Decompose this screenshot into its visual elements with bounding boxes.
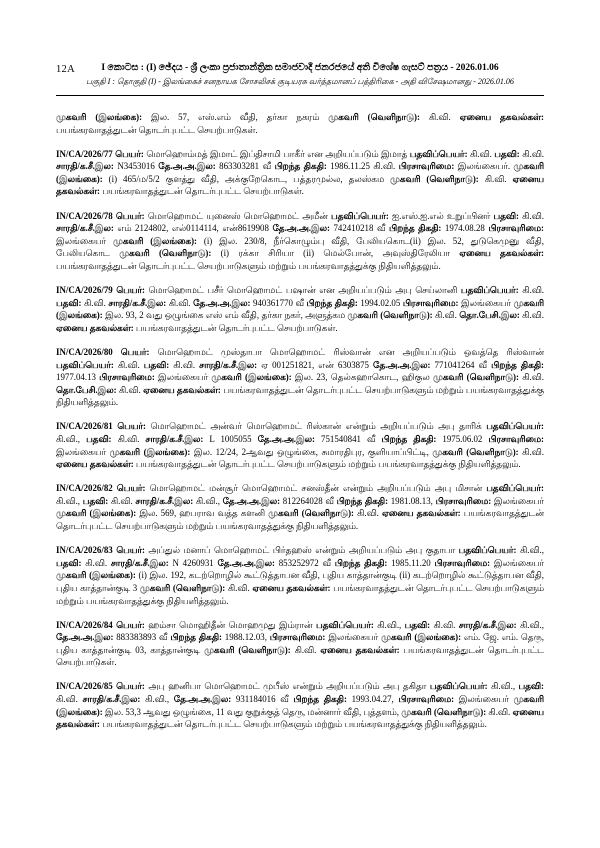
field-value: 853252972 வீ [274,557,335,568]
field-label: பதவி: [143,359,170,370]
field-label: முகவரி (இலங்கை): [211,372,292,383]
field-label: தே.அ.அ.இல: [217,557,275,568]
field-value: கி.வி. [519,310,544,321]
field-label: பதவி: [518,681,544,692]
field-label: தே.அ.அ.இல: [173,694,232,705]
field-value: 940361770 வீ [250,297,307,308]
field-value: 1975.06.02 [436,433,489,444]
field-value: எம் 2124802, எல்0114114, என்8619908 [113,223,273,234]
field-value: கி.வி. [518,446,544,457]
field-label: பதவிப்பெயர்: [486,483,545,494]
field-value: 812264028 வீ [280,495,337,506]
field-value: 1981.08.13, [388,495,436,506]
field-value: கி.வி. [467,148,495,159]
field-value: கி.வி. [81,557,111,568]
field-value: கி.வி. [81,297,109,308]
field-value: மொஹொம்மத் இமாட் இப்திசாமி பாகீர் என அறியப்படும் இமாத் [143,148,410,159]
field-label: பிறந்த திகதி: [274,161,327,172]
field-label: சாரதி/க.சீ.இல: [110,557,169,568]
field-value: 1985.11.20 [387,557,435,568]
field-value: கி.வி. [108,495,136,506]
field-label: பிறந்த திகதி: [336,495,389,506]
field-label: ஏனைய தகவல்கள்: [320,644,400,655]
field-label: பதவி: [56,297,82,308]
field-label: தொ.பேசி.இல: [56,384,117,395]
field-label: பிரசாவுரிமை: [488,223,544,234]
header-rule [56,95,544,96]
field-label: ஏனைய தகவல்கள்: [252,582,331,593]
field-label: முகவரி (வெளிநாடு): [328,112,420,122]
field-value: எம். ஜே. எம். தெரு, புதிய காத்தான்குடி 03, காத்தான்குடி [56,632,544,655]
field-label: பதவிப்பெயர்: [460,285,519,296]
field-value: 883383893 வீ [113,632,171,643]
field-label: முகவரி (வெளிநாடு): [119,248,212,259]
field-label: பிரசாவுரிமை: [402,297,459,308]
field-value: மொஹொமட் பசீர் மொஹொமட் பஷான் என அறியப்படும் அபு செய்லானி [144,285,461,296]
field-value: மொஹொமட் யுனைஸ் மொஹொமட் அமீன் [144,210,332,221]
field-value: கி.வி., [516,619,544,630]
field-label: IN/CA/2026/78 பெயர்: [56,210,145,221]
field-value: 1993.04.27, [346,694,399,705]
field-value: L 1005055 [203,433,258,444]
field-label: ஏனைய தகவல்கள்: [56,706,545,730]
field-value: பயங்கரவாதத்துடன் தொடர்புபட்ட செயற்பாடுகள். [56,124,258,135]
field-label: பிறந்த திகதி: [170,632,222,643]
field-value: 1988.12.03, [221,632,270,643]
field-value: கி.வி. [116,384,144,395]
field-value: பயங்கரவாதத்துடன் தொடர்புபட்ட செயற்பாடுகளும் மற்றும் பயங்கரவாதத்துக்கு நிதியளித்தலும். [56,508,545,532]
field-label: பிரசாவுரிமை: [434,557,491,568]
field-label: பதவிப்பெயர்: [486,421,544,432]
record-paragraph [56,619,544,669]
field-value: கி.வி. [113,359,144,370]
field-value: 742410218 வீ [329,223,389,234]
header-tamil-title: பகுதி I : தொகுதி (I) - இலங்கைச் சனநாயக சோசலிசக் குடியரசு வர்த்தமானப் பத்திரிகை - அதி விசேஷமானது - 2026.01.06 [86,77,514,86]
field-value: இலங்கையர். [454,161,514,172]
field-value: கி.வி., [56,433,87,444]
field-label: பிறந்த திகதி: [306,297,358,308]
record-paragraph [56,148,544,198]
field-label: தே.அ.அ.இல: [222,495,281,506]
field-label: பதவி: [56,557,82,568]
field-label: பதவி: [86,433,112,444]
record-paragraph [56,210,544,273]
field-value: கி.வி., [140,694,174,705]
field-label: பதவிப்பெயர்: [331,210,389,221]
field-label: முகவரி (வெளிநாடு): [401,706,487,717]
field-label: தே.அ.அ.இல: [257,433,315,444]
field-value: கி.வி. [290,644,321,655]
field-label: IN/CA/2026/83 பெயர்: [56,545,145,556]
field-value: கி.வி. [166,297,194,308]
record-paragraph [56,482,544,532]
records-container [56,111,544,731]
field-label: பதவிப்பெயர்: [409,148,468,159]
field-value: 1986.11.25 கி.வி. [326,161,399,172]
field-value: 1974.08.28 [441,223,489,234]
field-value: அபு ஹனிபா மொஹொமட் முபீஸ் என்றும் அறியப்படும் அபு தகிதா [144,681,430,692]
field-label: முகவரி (இலங்கை): [56,112,143,122]
field-label: முகவரி (இலங்கை): [56,508,137,519]
field-value: 1977.04.13 [56,372,100,383]
field-label: IN/CA/2026/84 பெயர்: [56,619,145,630]
field-value: கி.வி. [432,310,460,321]
field-label: பதவி: [493,210,519,221]
field-value: (i) இல. 192, கடற்றொழில் கூட்டுத்தாபன வீதி, புதிய காத்தான்குடி (ii) கடற்றொழில் கூட்டுத்தாபன வீதி, புதிய காத்தான்குடி 3 [56,570,544,593]
field-value: கி.வி. [225,582,253,593]
field-value: இல. 23, தெல்கஹாகொட, ஹிகுல [291,372,433,383]
field-value: 863303281 வீ [215,161,275,172]
field-value: பயங்கரவாதத்துடன் தொடர்புபட்ட செயற்பாடுகளும் மற்றும் பயங்கரவாதத்துக்கு நிதியளித்தலும். [56,582,544,606]
field-label: முகவரி (இலங்கை): [56,694,544,717]
field-value: கி.வி., [487,681,519,692]
field-value: கி.வி. [519,148,545,159]
field-label: சாரதி/க.சீ.இல: [145,433,204,444]
field-label: சாரதி/க.சீ.இல: [458,619,517,630]
field-label: ஏனைய தகவல்கள்: [143,384,221,395]
field-label: தே.அ.அ.இல: [193,297,251,308]
field-value: ஏ 001251821, என் 6303875 [257,359,374,370]
field-value: மொஹொமட் முஸ்தாபா மொஹொமட் ரிஸ்வான் என அறியப்படும் ஒவத்தெ ரிஸ்வான் [149,346,544,357]
field-value: இல. 53,3 ஆவது ஒழுங்கை, 11 வது குறுக்குத் தெரு, மன்னார் வீதி, புத்தளம், [102,706,402,717]
field-label: பதவி: [404,619,431,630]
field-label: IN/CA/2026/81 பெயர்: [56,421,146,432]
field-value: பயங்கரவாதத்துடன் தொடர்புபட்ட செயற்பாடுகளும் மற்றும் பயங்கரவாதத்துக்கு நிதியளித்தலும். [133,459,521,470]
field-label: முகவரி (வெளிநாடு): [390,173,479,184]
field-value: பயங்கரவாதத்துடன் தொடர்புபட்ட செயற்பாடுகள். [99,186,304,197]
field-value: இலங்கையர் [56,235,113,246]
field-label: முகவரி (இலங்கை): [109,446,191,457]
field-value: (i) 465/ம/5/2 குளத்து வீதி, அக்குறேகொட, பத்தரமுல்ல, தலஸ்கம [102,173,391,184]
field-value: பயங்கரவாதத்துடன் தொடர்புபட்ட செயற்பாடுகளும் மற்றும் பயங்கரவாதத்துக்கு நிதியளித்தலும். [99,719,487,730]
field-label: ஏனைய தகவல்கள்: [56,459,134,470]
field-value: கி.வி. [430,619,459,630]
field-label: ஏனைய தகவல்கள்: [382,508,461,519]
field-label: தே.அ.அ.இல: [158,161,216,172]
field-value: 931184016 வீ [231,694,294,705]
field-label: பிரசாவுரிமை: [269,632,326,643]
field-label: முகவரி (வெளிநாடு): [204,644,291,655]
field-label: பதவிப்பெயர்: [458,545,517,556]
field-value: கி.வி. [169,359,200,370]
record-paragraph [56,680,544,730]
field-value: N 4260931 [168,557,218,568]
field-label: தே.அ.அ.இல: [272,223,330,234]
header-sinhala-title: I කොටස : (I) ඡේදය - ශ්‍රී ලංකා ප්‍රජාතාන්ත්‍රික සමාජවාදී ජනරජයේ අති විශේෂ ගැසට් පත්‍රය - 2026.01.06 [101,63,499,73]
field-value: இல. 12/24, 2ஆவது ஒழுங்கை, சுமாரதிபுர, குளியாப்பிட்டி, [190,446,433,457]
field-label: பிறந்த திகதி: [334,557,388,568]
field-value: கி.வி. [111,433,146,444]
field-label: ஏனைய தகவல்கள்: [459,112,544,122]
field-value: இல. 93, 2 வது ஒழுங்கை எஸ் எம் வீதி, தர்கா நகர், அளுத்கம [102,310,348,321]
field-label: பதவிப்பெயர்: [429,681,488,692]
field-label: IN/CA/2026/82 பெயர்: [56,483,146,494]
field-label: முகவரி (இலங்கை): [56,570,136,581]
field-value: பயங்கரவாதத்துடன் தொடர்புபட்ட செயற்பாடுகள். [133,322,338,333]
field-label: பிறந்த திகதி: [491,359,544,370]
field-value: ஹம்சா மொஹிதீன் மொஹமுது இம்ரான் [144,619,317,630]
field-label: IN/CA/2026/77 பெயர்: [56,148,144,159]
field-label: முகவரி (இலங்கை): [381,632,462,643]
field-label: பிறந்த திகதி: [389,223,442,234]
field-value: இலங்கையர் [490,557,544,568]
field-value: கி.வி., [193,495,223,506]
field-label: முகவரி (வெளிநாடு): [139,582,226,593]
record-paragraph [56,284,544,334]
field-label: முகவரி (வெளிநாடு): [432,446,519,457]
field-value: கி.வி., [56,495,83,506]
field-value: பயங்கரவாதத்துடன் தொடர்புபட்ட செயற்பாடுகளும் மற்றும் பயங்கரவாதத்துக்கு நிதியளித்தலும். [56,384,545,408]
field-value: கி.வி. [518,372,545,383]
field-label: சாரதி/க.சீ.இல: [56,223,114,234]
field-value: கி.வி. [419,112,460,122]
field-label: தே.அ.அ.இல: [56,632,114,643]
field-label: முகவரி (வெளிநாடு): [347,310,433,321]
field-value: கி.வி. [478,173,513,184]
field-label: பிரசாவுரிமை: [398,161,455,172]
field-label: முகவரி (இலங்கை): [112,235,197,246]
page-number: 12A [56,64,75,75]
field-value: (i) ரக்கா சிரியா (ii) மெல்போன், அவுஸ்திரேலியா [211,248,460,259]
field-value: (i) இல. 230/8, நீர்கொழும்பு வீதி, பேலியகொட(ii) இல. 52, துடுகெமுனு வீதி, பேலியகொட [56,235,544,259]
record-paragraph [56,544,544,607]
field-value: இலங்கையர் [491,495,544,506]
field-value: கி.வி., [373,619,405,630]
field-label: முகவரி (வெளிநாடு): [432,372,519,383]
field-label: முகவரி (வெளிநாடு): [268,508,354,519]
field-label: முகவரி (இலங்கை): [56,297,545,321]
field-label: சாரதி/க.சீ.இல: [199,359,258,370]
field-label: சாரதி/க.சீ.இல: [135,495,194,506]
field-label: பிரசாவுரிமை: [398,694,455,705]
record-paragraph [56,346,544,409]
field-label: ஏனைய தகவல்கள்: [56,322,134,333]
field-value: கி.வி. [486,706,513,717]
record-paragraph [56,420,544,470]
field-value: கி.வி. [56,694,83,705]
field-label: சாரதி/க.சீ.இல: [108,297,167,308]
field-value: இலங்கையர் [154,372,212,383]
field-value: ஐ.எஸ்.ஐ.எல் உறுப்பினர் [388,210,494,221]
field-value: கி.வி. [353,508,382,519]
field-value: 1994.02.05 [357,297,403,308]
field-label: பிறந்த திகதி: [381,433,437,444]
field-label: பதவி: [82,495,109,506]
field-label: பிரசாவுரிமை: [99,372,155,383]
field-label: பதவி: [494,148,520,159]
field-value: இல. 569, ஹபராவ வத்த களனி [136,508,269,519]
field-value: இலங்கையர் [325,632,382,643]
field-label: பதவிப்பெயர்: [56,359,114,370]
page-header [0,0,600,96]
field-label: முகவரி (இலங்கை): [56,161,544,184]
field-value: பயங்கரவாதத்துடன் தொடர்புபட்ட செயற்பாடுகள். [56,644,545,668]
field-value: கி.வி., [516,545,544,556]
field-label: ஏனைய தகவல்கள்: [459,248,545,259]
field-label: IN/CA/2026/80 பெயர்: [56,346,150,357]
field-value: இலங்கையர் [454,694,514,705]
field-label: பதவிப்பெயர்: [316,619,374,630]
field-value: அப்துல் மனாப் மொஹொமட் பிர்தஹஸ் என்றும் அறியப்படும் அபு குதாபா [144,545,459,556]
field-label: IN/CA/2026/85 பெயர்: [56,681,145,692]
field-label: பிரசாவுரிமை: [488,433,545,444]
field-label: சாரதி/க.சீ.இல: [82,694,141,705]
field-value: பயங்கரவாதத்துடன் தொடர்புபட்ட செயற்பாடுகளும் மற்றும் பயங்கரவாதத்துக்கு நிதியளித்தலும். [56,260,441,271]
field-value: மொஹொமட் அன்வர் மொஹொமட் ரிஸ்கான் என்றும் அறியப்படும் அபு தாரிக் [145,421,487,432]
continuation-paragraph [56,111,544,136]
field-label: தொ.பேசி.இல: [459,310,520,321]
field-label: IN/CA/2026/79 பெயர்: [56,285,145,296]
field-value: கி.வி. [518,285,545,296]
field-value: 751540841 வீ [314,433,382,444]
field-value: 771041264 வீ [430,359,492,370]
field-value: N3453016 [113,161,159,172]
field-label: தே.அ.அ.இல: [373,359,431,370]
field-value: கி.வி. [518,210,544,221]
field-value: இலங்கையர் [458,297,514,308]
field-label: பிறந்த திகதி: [293,694,347,705]
field-value: மொஹொமட் மன்சூர் மொஹொமட் சனஸ்தீன் என்றும் அறியப்படும் அபு மிசான் [145,483,487,494]
field-label: பிரசாவுரிமை: [435,495,492,506]
field-label: சாரதி/க.சீ.இல: [56,161,114,172]
field-value: இலங்கையர் [56,446,110,457]
field-value: இல. 57, எஸ்.எம் வீதி, தர்கா நகரம் [142,112,329,122]
field-label: ஏனைய தகவல்கள்: [56,173,544,197]
